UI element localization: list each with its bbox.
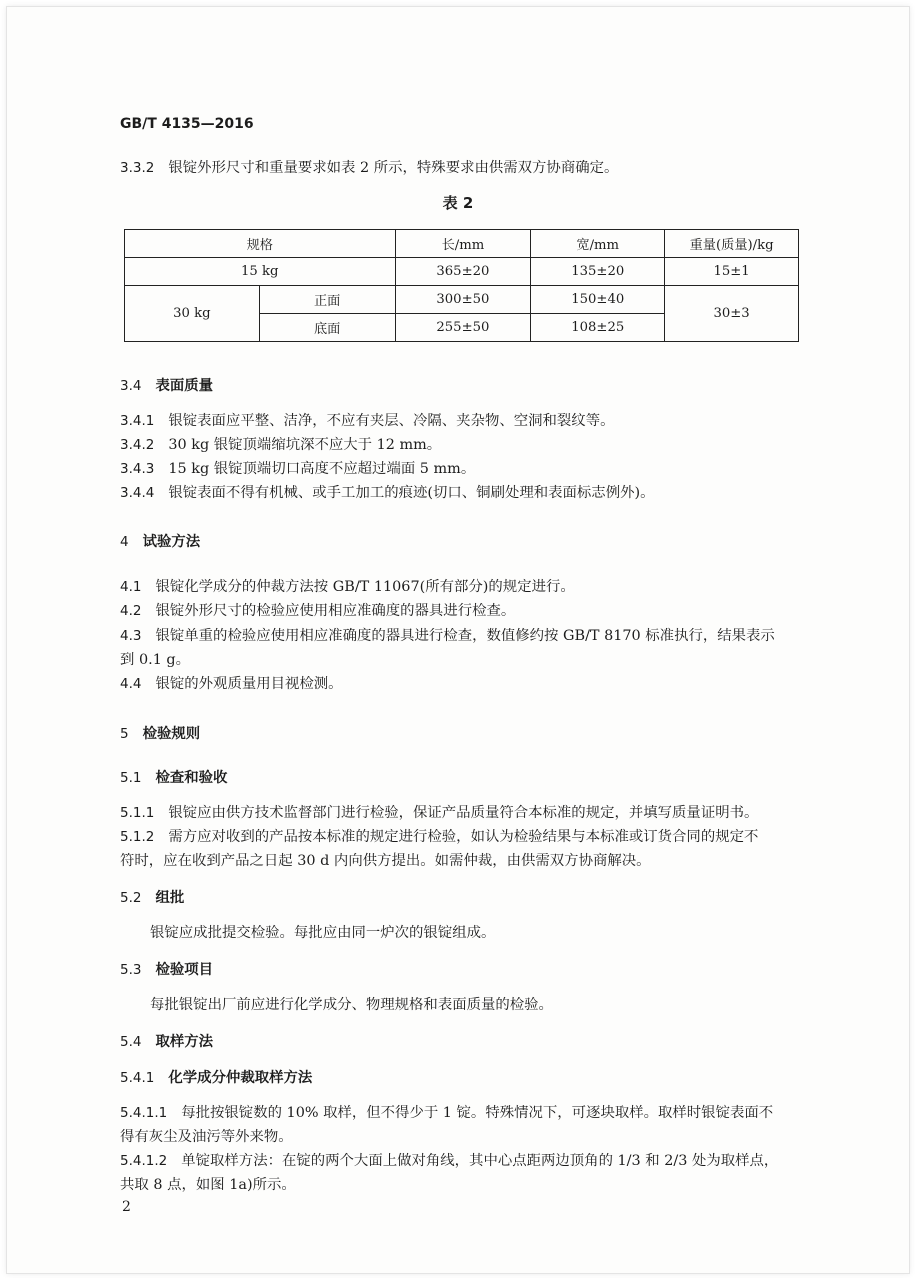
header-weight: 重量(质量)/kg — [665, 230, 799, 258]
spec-table — [124, 229, 799, 342]
clause-5-4-1-2 — [120, 1150, 778, 1172]
cell-face-bottom: 底面 — [259, 314, 395, 342]
clause-text: 银锭表面应平整、洁净，不应有夹层、冷隔、夹杂物、空洞和裂纹等。 — [168, 413, 615, 429]
clause-number: 4.2 — [120, 603, 142, 619]
section-heading-5 — [120, 722, 200, 743]
clause-text: 银锭应由供方技术监督部门进行检验，保证产品质量符合本标准的规定，并填写质量证明书。 — [168, 805, 759, 821]
section-heading-5-1 — [120, 766, 227, 787]
clause-number: 4.3 — [120, 628, 142, 644]
clause-4-1 — [120, 576, 575, 598]
clause-number: 3.4.3 — [120, 461, 155, 477]
section-heading-5-4 — [120, 1030, 213, 1051]
cell-width-15kg: 135±20 — [531, 258, 665, 286]
clause-text: 银锭化学成分的仲裁方法按 GB/T 11067(所有部分)的规定进行。 — [155, 579, 575, 595]
section-title: 检验规则 — [142, 726, 201, 742]
cell-face-front: 正面 — [259, 286, 395, 314]
cell-weight-15kg: 15±1 — [665, 258, 799, 286]
page-number: 2 — [122, 1199, 131, 1215]
clause-text: 每批按银锭数的 10% 取样，但不得少于 1 锭。特殊情况下，可逐块取样。取样时银锭表面不 — [181, 1105, 774, 1121]
section-heading-5-3 — [120, 958, 213, 979]
section-title: 化学成分仲裁取样方法 — [168, 1070, 313, 1086]
section-number: 5.3 — [120, 962, 142, 978]
header-length: 长/mm — [395, 230, 531, 258]
clause-5-1-1 — [120, 802, 758, 824]
clause-number: 3.4.1 — [120, 413, 155, 429]
clause-text: 30 kg 银锭顶端缩坑深不应大于 12 mm。 — [168, 437, 442, 453]
clause-text: 银锭外形尺寸和重量要求如表 2 所示，特殊要求由供需双方协商确定。 — [168, 160, 619, 176]
cell-width-bottom: 108±25 — [531, 314, 665, 342]
section-heading-5-2 — [120, 886, 184, 907]
clause-number: 4.1 — [120, 579, 142, 595]
section-title: 取样方法 — [155, 1034, 214, 1050]
cell-length-front: 300±50 — [395, 286, 531, 314]
clause-text: 银锭的外观质量用目视检测。 — [155, 676, 343, 692]
clause-text: 单锭取样方法：在锭的两个大面上做对角线，其中心点距两边顶角的 1/3 和 2/3 处为取样点， — [181, 1153, 779, 1169]
clause-3-4-1 — [120, 410, 614, 432]
clause-4-3-continuation: 到 0.1 g。 — [120, 652, 191, 668]
clause-4-3 — [120, 625, 775, 647]
section-title: 检验项目 — [155, 962, 214, 978]
cell-length-bottom: 255±50 — [395, 314, 531, 342]
clause-5-1-2 — [120, 826, 758, 848]
section-number: 5.4.1 — [120, 1070, 155, 1086]
section-title: 组批 — [155, 890, 185, 906]
table-row — [125, 286, 799, 314]
clause-text: 银锭单重的检验应使用相应准确度的器具进行检查，数值修约按 GB/T 8170 标准执行，结果表示 — [155, 628, 775, 644]
section-number: 5.4 — [120, 1034, 142, 1050]
cell-spec-30kg: 30 kg — [125, 286, 260, 342]
table-caption: 表 2 — [442, 194, 474, 212]
clause-3-3-2 — [120, 157, 618, 179]
paragraph-5-2: 银锭应成批提交检验。每批应由同一炉次的银锭组成。 — [150, 925, 496, 941]
clause-5-4-1-1-continuation: 得有灰尘及油污等外来物。 — [120, 1129, 293, 1145]
section-heading-3-4 — [120, 374, 213, 395]
section-number: 4 — [120, 534, 129, 550]
cell-length-15kg: 365±20 — [395, 258, 531, 286]
clause-number: 3.4.4 — [120, 485, 155, 501]
clause-number: 5.1.2 — [120, 829, 155, 845]
cell-width-front: 150±40 — [531, 286, 665, 314]
table-header-row — [125, 230, 799, 258]
section-title: 试验方法 — [142, 534, 201, 550]
section-title: 检查和验收 — [155, 770, 228, 786]
paragraph-5-3: 每批银锭出厂前应进行化学成分、物理规格和表面质量的检验。 — [150, 997, 553, 1013]
header-spec: 规格 — [125, 230, 396, 258]
clause-number: 5.4.1.2 — [120, 1153, 168, 1169]
cell-weight-30kg: 30±3 — [665, 286, 799, 342]
clause-number: 3.3.2 — [120, 160, 155, 176]
clause-4-2 — [120, 600, 515, 622]
table-row — [125, 258, 799, 286]
clause-3-4-2 — [120, 434, 441, 456]
clause-5-4-1-2-continuation: 共取 8 点，如图 1a)所示。 — [120, 1177, 296, 1193]
clause-3-4-3 — [120, 458, 475, 480]
clause-3-4-4 — [120, 482, 654, 504]
clause-number: 5.4.1.1 — [120, 1105, 168, 1121]
clause-number: 5.1.1 — [120, 805, 155, 821]
section-heading-4 — [120, 530, 200, 551]
clause-4-4 — [120, 673, 343, 695]
clause-5-1-2-continuation: 符时，应在收到产品之日起 30 d 内向供方提出。如需仲裁，由供需双方协商解决。 — [120, 853, 651, 869]
clause-text: 银锭外形尺寸的检验应使用相应准确度的器具进行检查。 — [155, 603, 516, 619]
header-width: 宽/mm — [531, 230, 665, 258]
clause-number: 3.4.2 — [120, 437, 155, 453]
standard-code: GB/T 4135—2016 — [120, 116, 254, 132]
section-number: 5 — [120, 726, 129, 742]
section-number: 3.4 — [120, 378, 142, 394]
clause-text: 15 kg 银锭顶端切口高度不应超过端面 5 mm。 — [168, 461, 476, 477]
clause-number: 4.4 — [120, 676, 142, 692]
clause-text: 银锭表面不得有机械、或手工加工的痕迹(切口、铜刷处理和表面标志例外)。 — [168, 485, 655, 501]
section-number: 5.1 — [120, 770, 142, 786]
section-heading-5-4-1 — [120, 1066, 312, 1087]
section-number: 5.2 — [120, 890, 142, 906]
clause-5-4-1-1 — [120, 1102, 773, 1124]
clause-text: 需方应对收到的产品按本标准的规定进行检验，如认为检验结果与本标准或订货合同的规定不 — [168, 829, 759, 845]
cell-spec-15kg: 15 kg — [125, 258, 396, 286]
section-title: 表面质量 — [155, 378, 214, 394]
